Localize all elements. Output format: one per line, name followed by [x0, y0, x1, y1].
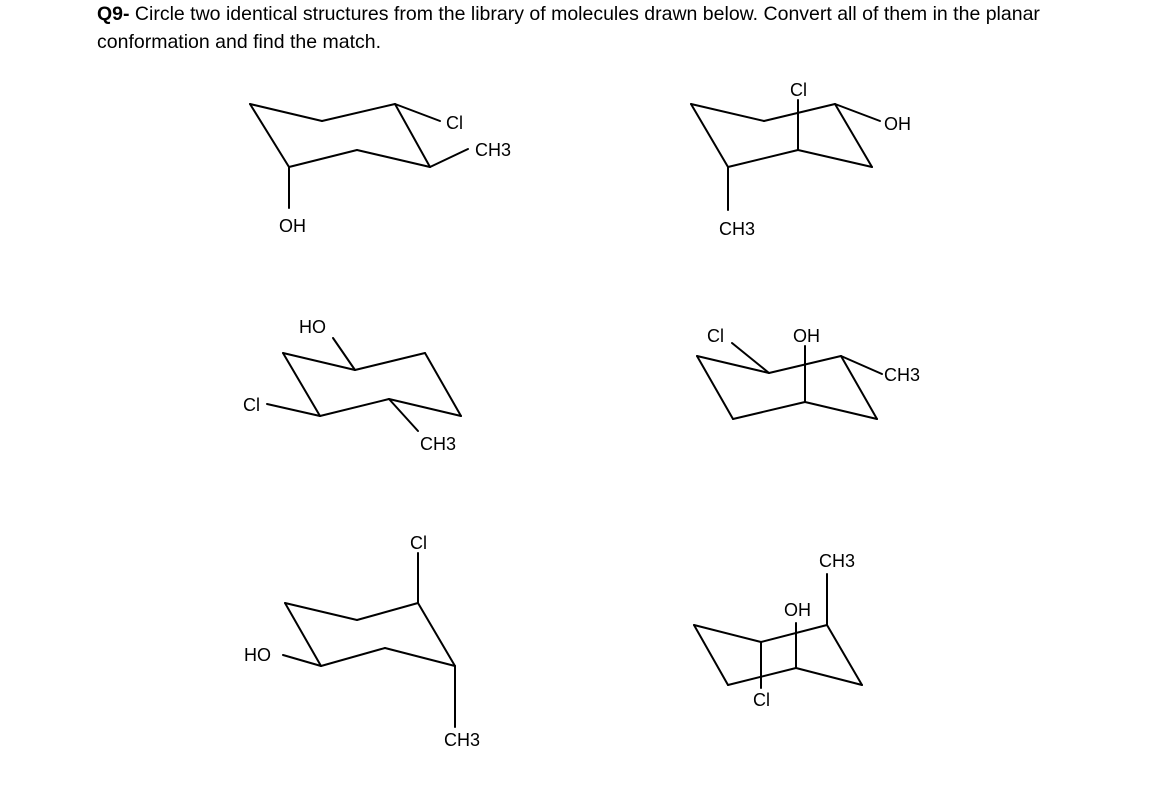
methyl-label: CH3 — [444, 730, 481, 750]
chlorine-label: Cl — [790, 80, 807, 100]
methyl-label: CH3 — [719, 219, 756, 239]
molecule-4 — [697, 326, 920, 419]
substituent-bond — [267, 404, 320, 416]
ring-bond — [841, 356, 877, 419]
question-body: Circle two identical structures from the library of molecules drawn below. Convert all of them in the planar conformation and find the match. — [97, 3, 1040, 53]
ring-bond — [320, 399, 389, 416]
ring-bond — [395, 104, 430, 167]
ring-bond — [694, 625, 728, 685]
hydroxyl-label: OH — [793, 326, 820, 346]
chlorine-label: Cl — [753, 690, 770, 710]
substituent-bond — [430, 149, 468, 167]
chlorine-label: Cl — [707, 326, 724, 346]
methyl-label: CH3 — [819, 551, 856, 571]
hydroxyl-label: OH — [279, 216, 306, 236]
ring-bond — [691, 104, 764, 121]
ring-bond — [761, 625, 827, 642]
hydroxyl-label: OH — [784, 600, 811, 620]
molecule-2 — [691, 80, 911, 239]
molecule-5 — [244, 533, 480, 750]
ring-bond — [733, 402, 805, 419]
molecule-3 — [243, 317, 461, 454]
question-number: Q9- — [97, 3, 130, 25]
molecule-6 — [694, 551, 862, 710]
substituent-bond — [835, 104, 880, 121]
ring-bond — [250, 104, 322, 121]
ring-bond — [321, 648, 385, 666]
ring-bond — [694, 625, 761, 642]
ring-bond — [728, 150, 798, 167]
chlorine-label: Cl — [446, 113, 463, 133]
methyl-label: CH3 — [884, 365, 921, 385]
ring-bond — [322, 104, 395, 121]
ring-bond — [385, 648, 455, 666]
ring-bond — [357, 603, 418, 620]
ring-bond — [691, 104, 728, 167]
ring-bond — [796, 668, 862, 685]
methyl-label: CH3 — [475, 140, 512, 160]
ring-bond — [283, 353, 320, 416]
ring-bond — [289, 150, 357, 167]
ring-bond — [764, 104, 835, 121]
ring-bond — [285, 603, 357, 620]
chlorine-label: Cl — [410, 533, 427, 553]
ring-bond — [418, 603, 455, 666]
methyl-label: CH3 — [420, 434, 457, 454]
ring-bond — [835, 104, 872, 167]
molecule-1 — [250, 104, 511, 236]
ring-bond — [798, 150, 872, 167]
hydroxyl-label: HO — [244, 645, 271, 665]
ring-bond — [827, 625, 862, 685]
ring-bond — [697, 356, 733, 419]
ring-bond — [357, 150, 430, 167]
ring-bond — [250, 104, 289, 167]
ring-bond — [355, 353, 425, 370]
chlorine-label: Cl — [243, 395, 260, 415]
ring-bond — [425, 353, 461, 416]
substituent-bond — [395, 104, 440, 121]
ring-bond — [389, 399, 461, 416]
hydroxyl-label: HO — [299, 317, 326, 337]
hydroxyl-label: OH — [884, 114, 911, 134]
ring-bond — [805, 402, 877, 419]
